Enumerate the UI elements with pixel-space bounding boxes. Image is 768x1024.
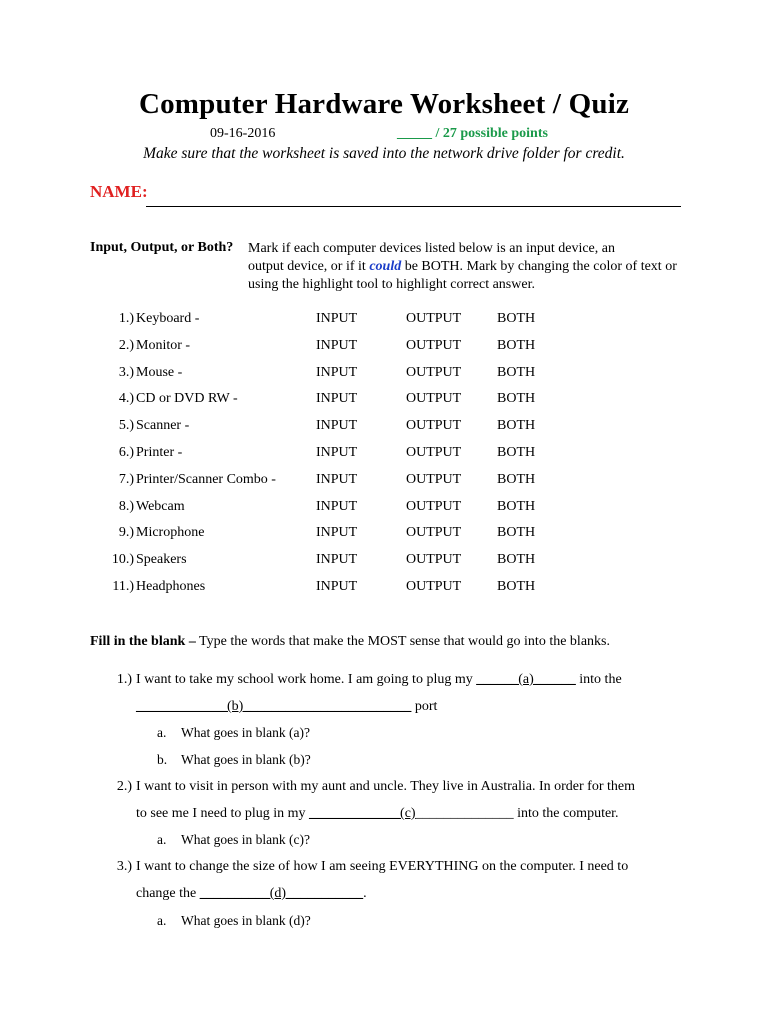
device-row xyxy=(0,579,768,599)
q2-text: to see me I need to plug in my xyxy=(136,806,310,821)
question-2-line-2 xyxy=(136,806,619,822)
device-row xyxy=(0,445,768,465)
sub-label: a. xyxy=(157,913,167,928)
device-name: Keyboard - xyxy=(136,311,200,326)
option-output[interactable]: OUTPUT xyxy=(406,498,462,514)
device-name: Webcam xyxy=(136,498,185,514)
option-both[interactable]: BOTH xyxy=(497,525,536,541)
option-output[interactable]: OUTPUT xyxy=(406,364,462,380)
sub-text: What goes in blank (a)? xyxy=(181,725,310,740)
possible-points xyxy=(397,126,548,142)
option-both[interactable]: BOTH xyxy=(497,418,536,434)
save-notice: Make sure that the worksheet is saved into the network drive folder for credit. xyxy=(143,145,625,162)
option-both[interactable]: BOTH xyxy=(497,311,536,326)
sub-label: a. xyxy=(157,725,167,740)
option-both[interactable]: BOTH xyxy=(497,579,536,594)
option-output[interactable]: OUTPUT xyxy=(406,525,462,541)
device-name: Microphone xyxy=(136,525,205,541)
option-both[interactable]: BOTH xyxy=(497,498,536,514)
blank-b[interactable]: _____________(b)________________________ xyxy=(136,699,412,714)
sub-label: b. xyxy=(157,752,168,767)
device-row xyxy=(0,391,768,411)
option-both[interactable]: BOTH xyxy=(497,391,536,407)
option-input[interactable]: INPUT xyxy=(316,579,358,594)
name-field-line[interactable] xyxy=(146,206,681,207)
option-input[interactable]: INPUT xyxy=(316,552,358,568)
question-1-line-1 xyxy=(136,672,622,688)
q1-sub-b xyxy=(157,752,311,768)
q1-sub-a xyxy=(157,725,310,741)
option-output[interactable]: OUTPUT xyxy=(406,445,462,460)
q3-text: change the xyxy=(136,886,200,901)
device-name: CD or DVD RW - xyxy=(136,391,238,407)
device-number: 6.) xyxy=(118,445,134,460)
question-1-line-2 xyxy=(136,699,437,715)
device-number: 11.) xyxy=(112,579,134,594)
option-both[interactable]: BOTH xyxy=(497,364,536,380)
instructions-rest xyxy=(248,258,688,294)
device-number: 7.) xyxy=(118,471,134,487)
question-3-line-1: I want to change the size of how I am seeing EVERYTHING on the computer. I need to xyxy=(136,859,629,874)
device-number: 3.) xyxy=(118,364,134,380)
option-input[interactable]: INPUT xyxy=(316,337,358,353)
device-name: Printer - xyxy=(136,445,183,460)
section-heading-text: Input, Output, or Both? xyxy=(90,240,234,255)
option-output[interactable]: OUTPUT xyxy=(406,391,462,407)
points-blank: _____ xyxy=(397,126,432,141)
option-input[interactable]: INPUT xyxy=(316,498,358,514)
question-number: 3.) xyxy=(116,859,132,874)
fill-heading-dash: – xyxy=(185,634,196,649)
device-number: 10.) xyxy=(111,552,134,568)
device-number: 9.) xyxy=(118,525,134,541)
device-name: Speakers xyxy=(136,552,187,568)
question-number: 2.) xyxy=(116,779,132,794)
device-row xyxy=(0,365,768,385)
worksheet-date: 09-16-2016 xyxy=(210,126,276,141)
option-input[interactable]: INPUT xyxy=(316,445,358,460)
sub-text: What goes in blank (c)? xyxy=(181,832,310,847)
device-number: 5.) xyxy=(118,418,134,434)
option-output[interactable]: OUTPUT xyxy=(406,418,462,434)
sub-text: What goes in blank (b)? xyxy=(181,752,311,767)
q2-text-end: into the computer. xyxy=(513,806,619,821)
device-name: Headphones xyxy=(136,579,206,594)
q1-text: I want to take my school work home. I am going to plug my xyxy=(136,672,477,687)
fill-instructions: Type the words that make the MOST sense that would go into the blanks. xyxy=(195,634,610,649)
device-row xyxy=(0,418,768,438)
device-name: Printer/Scanner Combo - xyxy=(136,471,276,487)
option-both[interactable]: BOTH xyxy=(497,552,536,568)
option-output[interactable]: OUTPUT xyxy=(406,579,462,594)
option-input[interactable]: INPUT xyxy=(316,391,358,407)
device-row xyxy=(0,472,768,492)
instructions-line-1: Mark if each computer devices listed below is an input device, an xyxy=(248,241,615,256)
sub-label: a. xyxy=(157,832,167,847)
option-input[interactable]: INPUT xyxy=(316,311,358,326)
device-row xyxy=(0,311,768,331)
question-number: 1.) xyxy=(116,672,132,687)
option-input[interactable]: INPUT xyxy=(316,471,358,487)
option-both[interactable]: BOTH xyxy=(497,445,536,460)
sub-text: What goes in blank (d)? xyxy=(181,913,311,928)
device-name: Mouse - xyxy=(136,364,183,380)
question-2-line-1: I want to visit in person with my aunt and uncle. They live in Australia. In order for them xyxy=(136,779,635,794)
device-number: 2.) xyxy=(118,337,134,353)
blank-c[interactable]: _____________(c) xyxy=(309,806,416,821)
fill-in-blank-heading xyxy=(90,634,610,650)
option-input[interactable]: INPUT xyxy=(316,364,358,380)
fill-heading-text: Fill in the blank xyxy=(90,634,186,649)
worksheet-title: Computer Hardware Worksheet / Quiz xyxy=(138,88,630,120)
q2-sub-a xyxy=(157,832,310,848)
option-output[interactable]: OUTPUT xyxy=(406,471,462,487)
section-heading-input-output xyxy=(90,240,233,256)
instructions-pre: output device, or if it xyxy=(248,259,370,274)
blank-d[interactable]: __________(d)___________ xyxy=(199,886,364,901)
device-number: 8.) xyxy=(118,498,134,514)
device-row xyxy=(0,552,768,572)
option-input[interactable]: INPUT xyxy=(316,418,358,434)
blank-a[interactable]: ______(a)______ xyxy=(476,672,576,687)
q1-line2-end: port xyxy=(411,699,438,714)
device-number: 1.) xyxy=(118,311,134,326)
option-output[interactable]: OUTPUT xyxy=(406,552,462,568)
device-name: Scanner - xyxy=(136,418,190,434)
question-3-line-2 xyxy=(136,886,367,902)
option-output[interactable]: OUTPUT xyxy=(406,337,462,353)
points-text: / 27 possible points xyxy=(432,126,548,141)
option-input[interactable]: INPUT xyxy=(316,525,358,541)
device-row xyxy=(0,338,768,358)
q1-text-end: into the xyxy=(575,672,622,687)
option-both[interactable]: BOTH xyxy=(497,471,536,487)
name-label: NAME: xyxy=(90,182,148,201)
instructions-emphasis: could xyxy=(369,259,402,274)
device-row xyxy=(0,525,768,545)
device-number: 4.) xyxy=(118,391,134,407)
q3-sub-a xyxy=(157,913,311,929)
device-row xyxy=(0,499,768,519)
blank-c-rest[interactable]: ______________ xyxy=(415,806,514,821)
option-both[interactable]: BOTH xyxy=(497,337,536,353)
q3-text-end: . xyxy=(363,886,367,901)
option-output[interactable]: OUTPUT xyxy=(406,311,462,326)
instructions-post: be BOTH. Mark by changing the color of text or using the highlight tool to highlight correct answer. xyxy=(248,259,677,292)
device-name: Monitor - xyxy=(136,337,191,353)
